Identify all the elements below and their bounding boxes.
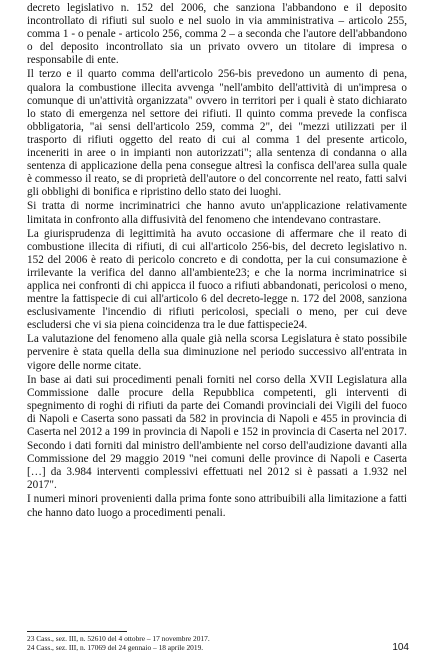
paragraph: In base ai dati sui procedimenti penali forniti nel corso della XVII Legislatura alla Commissione dalle procure della Repubblica competenti, gli interventi di spegnimento di roghi di rifiuti da parte dei Comandi provinciali dei Vigili del fuoco di Napoli e Caserta sono passati da 582 in provincia di Napoli e 455 in provincia di Caserta nel 2012 a 199 in provincia di Napoli e 152 in provincia di Caserta nel 2017.: [27, 373, 407, 438]
paragraph: I numeri minori provenienti dalla prima fonte sono attribuibili alla limitazione a fatti che hanno dato luogo a procedimenti penali.: [27, 493, 407, 519]
paragraph: Secondo i dati forniti dal ministro dell'ambiente nel corso dell'audizione davanti alla Commissione del 29 maggio 2019 "nei comuni delle province di Napoli e Caserta […] da 3.984 interventi complessivi effettuati nel 2012 si è passati a 1.932 nel 2017".: [27, 440, 407, 492]
paragraph: La valutazione del fenomeno alla quale già nella scorsa Legislatura è stato possibile pervenire è stata quella della sua diminuzione nel periodo successivo all'entrata in vigore delle norme citate.: [27, 333, 407, 372]
footnotes: [27, 634, 407, 652]
paragraph: decreto legislativo n. 152 del 2006, che sanziona l'abbandono e il deposito incontrollato di rifiuti sul suolo e nel suolo in via amministrativa – articolo 255, comma 1 - o penale - articolo 256, comma 2 – a seconda che l'autore dell'abbandono o del deposito incontrollato sia un privato ovvero un titolare di impresa o responsabile di ente.: [27, 2, 407, 67]
footnote: 23 Cass., sez. III, n. 52610 del 4 ottobre – 17 novembre 2017.: [27, 634, 210, 643]
footnote-divider: [27, 631, 127, 632]
paragraph: La giurisprudenza di legittimità ha avuto occasione di affermare che il reato di combustione illecita di rifiuti, di cui all'articolo 256-bis, del decreto legislativo n. 152 del 2006 è reato di pericolo concreto e di condotta, per la cui consumazione è irrilevante la verifica del danno all'ambiente23; e che la norma incriminatrice si applica nei confronti di chi appicca il fuoco a rifiuti abbandonati, pericolosi o meno, mentre la fattispecie di cui all'articolo 6 del decreto-legge n. 172 del 2008, sanziona esclusivamente l'incendio di rifiuti pericolosi, speciali o meno, per cui deve escludersi che vi sia piena coincidenza tra le due fattispecie24.: [27, 227, 407, 332]
page-number: 104: [392, 642, 409, 653]
paragraph: Il terzo e il quarto comma dell'articolo 256-bis prevedono un aumento di pena, qualora la combustione illecita avvenga "nell'ambito dell'attività di un'impresa o comunque di un'attività organizzata" ovvero in territori per i quali è stato dichiarato lo stato di emergenza nel settore dei rifiuti. Il quinto comma prevede la confisca obbligatoria, "ai sensi dell'articolo 259, comma 2", dei "mezzi utilizzati per il trasporto di rifiuti oggetto del reato di cui al comma 1 del presente articolo, inceneriti in aree o in impianti non autorizzati"; alla sentenza di condanna o alla sentenza di applicazione della pena consegue altresì la confisca dell'area sulla quale è commesso il reato, se di proprietà dell'autore o del concorrente nel reato, fatti salvi gli obblighi di bonifica e ripristino dello stato dei luoghi.: [27, 68, 407, 199]
paragraph: Si tratta di norme incriminatrici che hanno avuto un'applicazione relativamente limitata in confronto alla diffusività del fenomeno che intendevano contrastare.: [27, 200, 407, 226]
footnote: 24 Cass., sez. III, n. 17069 del 24 gennaio – 18 aprile 2019.: [27, 643, 204, 652]
document-body: [27, 2, 407, 521]
